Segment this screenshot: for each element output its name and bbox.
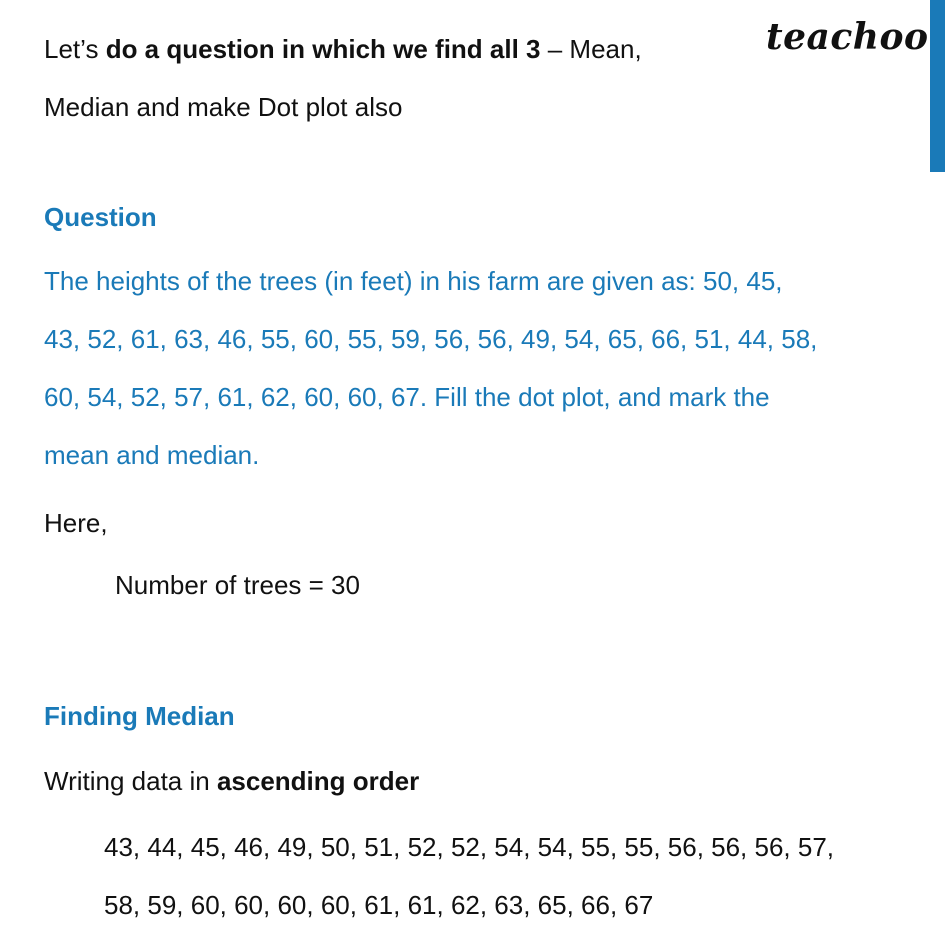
ascending-intro-bold: ascending order (216, 766, 420, 796)
intro-line-2: Median and make Dot plot also (44, 92, 403, 122)
intro-line-1 (44, 32, 642, 66)
sorted-data-line: 43, 44, 45, 46, 49, 50, 51, 52, 52, 54, 54, 55, 55, 56, 56, 56, 57, (104, 832, 835, 862)
intro-bold: do a question in which we find all 3 (105, 34, 541, 64)
question-text-line: 60, 54, 52, 57, 61, 62, 60, 60, 67. Fill the dot plot, and mark the (44, 382, 770, 412)
intro-suffix: – Mean, (540, 34, 642, 64)
ascending-intro-prefix: Writing data in (44, 766, 217, 796)
scrollbar[interactable] (930, 0, 945, 945)
here-label: Here, (44, 508, 108, 538)
intro-prefix: Let’s (44, 34, 106, 64)
number-of-trees: Number of trees = 30 (115, 570, 360, 600)
question-text-line: mean and median. (44, 440, 260, 470)
ascending-order-intro (44, 764, 419, 798)
teachoo-logo: teachoo (766, 16, 929, 58)
finding-median-heading: Finding Median (44, 701, 235, 731)
sorted-data-line: 58, 59, 60, 60, 60, 60, 61, 61, 62, 63, 65, 66, 67 (104, 890, 654, 920)
question-text-line: The heights of the trees (in feet) in his farm are given as: 50, 45, (44, 266, 783, 296)
question-text-line: 43, 52, 61, 63, 46, 55, 60, 55, 59, 56, 56, 49, 54, 65, 66, 51, 44, 58, (44, 324, 818, 354)
scrollbar-thumb[interactable] (930, 0, 945, 172)
question-heading: Question (44, 202, 157, 232)
